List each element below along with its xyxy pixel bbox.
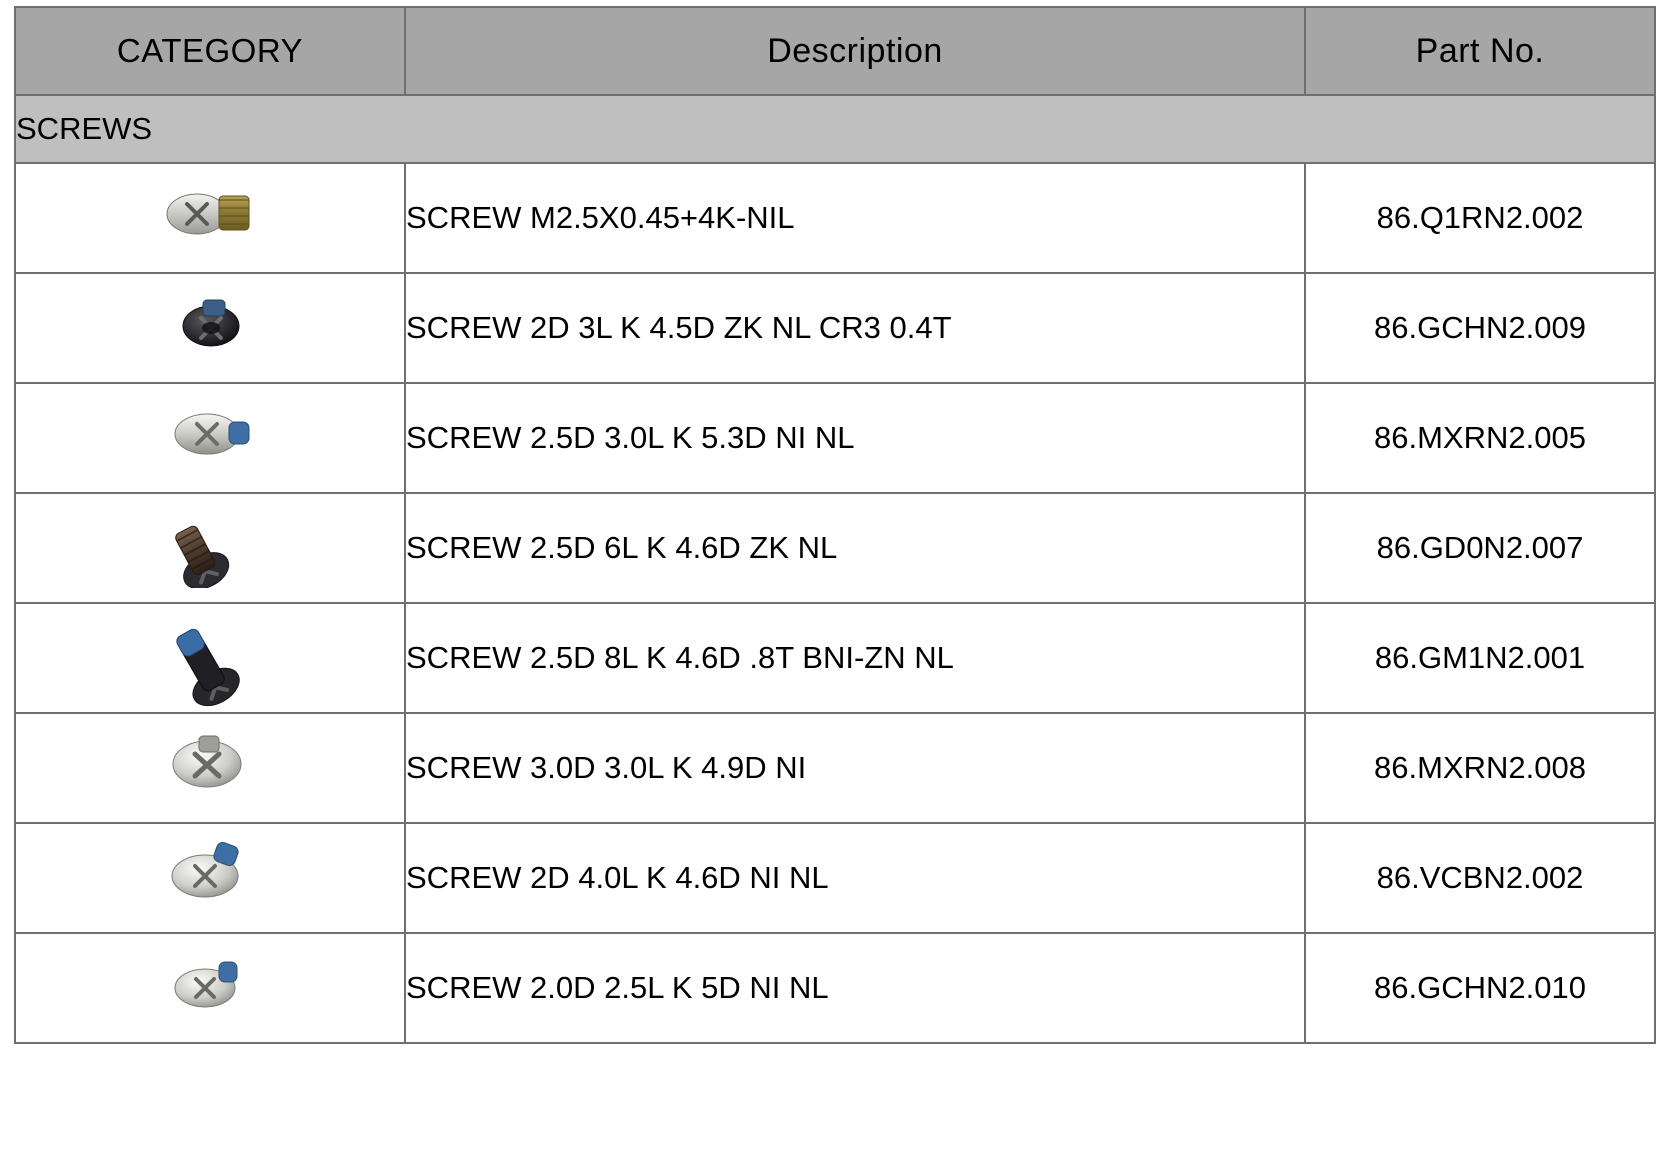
part-no-cell: 86.MXRN2.008 (1305, 713, 1655, 823)
section-label: SCREWS (15, 95, 1655, 163)
parts-list-page (0, 6, 1668, 1174)
column-header-description: Description (405, 7, 1305, 95)
screw-flat-head-black-long-blue-icon (135, 608, 285, 704)
screw-image-cell (15, 603, 405, 713)
screw-flat-head-silver-wide-icon (135, 718, 285, 814)
description-cell: SCREW 3.0D 3.0L K 4.9D NI (405, 713, 1305, 823)
section-row-screws (15, 95, 1655, 163)
table-row (15, 273, 1655, 383)
part-no-cell: 86.GM1N2.001 (1305, 603, 1655, 713)
part-no-cell: 86.Q1RN2.002 (1305, 163, 1655, 273)
description-cell: SCREW 2D 4.0L K 4.6D NI NL (405, 823, 1305, 933)
table-row (15, 823, 1655, 933)
description-cell: SCREW 2.5D 3.0L K 5.3D NI NL (405, 383, 1305, 493)
screw-flat-head-black-short-icon (135, 278, 285, 374)
screw-flat-head-dark-long-icon (135, 498, 285, 594)
table-body (15, 95, 1655, 1043)
table-row (15, 383, 1655, 493)
description-cell: SCREW 2D 3L K 4.5D ZK NL CR3 0.4T (405, 273, 1305, 383)
screw-flat-head-silver-blue-icon (135, 828, 285, 924)
screw-image-cell (15, 823, 405, 933)
screw-image-cell (15, 163, 405, 273)
screw-image-cell (15, 383, 405, 493)
description-cell: SCREW 2.5D 8L K 4.6D .8T BNI-ZN NL (405, 603, 1305, 713)
table-row (15, 493, 1655, 603)
table-row (15, 603, 1655, 713)
table-row (15, 933, 1655, 1043)
header-row (15, 7, 1655, 95)
screw-image-cell (15, 493, 405, 603)
part-no-cell: 86.VCBN2.002 (1305, 823, 1655, 933)
screw-flat-head-silver-blue-small-icon (135, 938, 285, 1034)
description-cell: SCREW M2.5X0.45+4K-NIL (405, 163, 1305, 273)
screw-image-cell (15, 713, 405, 823)
screw-flat-head-gold-icon (135, 168, 285, 264)
table-row (15, 713, 1655, 823)
part-no-cell: 86.GCHN2.009 (1305, 273, 1655, 383)
part-no-cell: 86.MXRN2.005 (1305, 383, 1655, 493)
table-row (15, 163, 1655, 273)
screw-flat-head-silver-blue-tip-icon (135, 388, 285, 484)
column-header-category: CATEGORY (15, 7, 405, 95)
description-cell: SCREW 2.0D 2.5L K 5D NI NL (405, 933, 1305, 1043)
column-header-part-no: Part No. (1305, 7, 1655, 95)
parts-table (14, 6, 1656, 1044)
description-cell: SCREW 2.5D 6L K 4.6D ZK NL (405, 493, 1305, 603)
part-no-cell: 86.GCHN2.010 (1305, 933, 1655, 1043)
part-no-cell: 86.GD0N2.007 (1305, 493, 1655, 603)
screw-image-cell (15, 933, 405, 1043)
screw-image-cell (15, 273, 405, 383)
table-header (15, 7, 1655, 95)
